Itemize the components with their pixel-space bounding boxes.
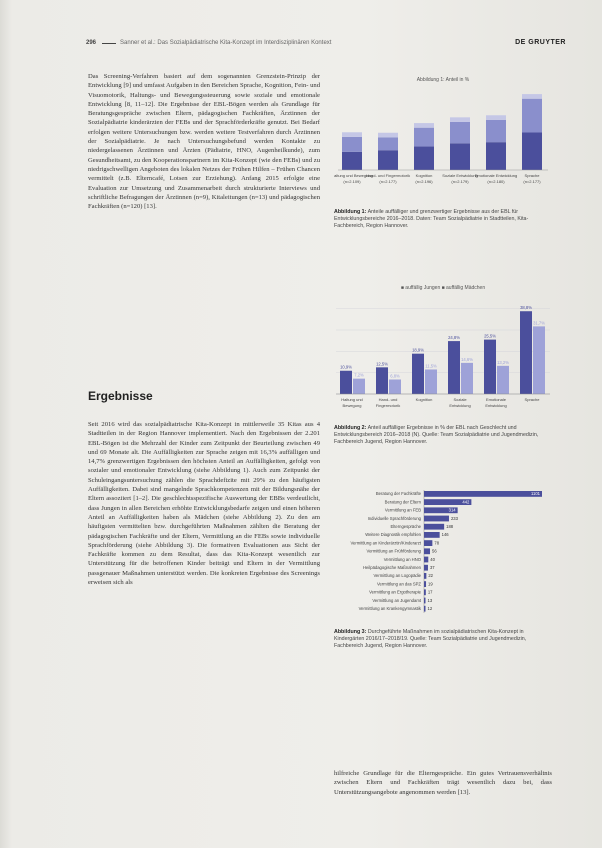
figure-3-tick-label: Vermittlung an Frühförderung	[366, 548, 421, 554]
figure-2-bar	[533, 326, 545, 394]
figure-1-bar-segment	[522, 99, 542, 133]
figure-2-tick-label: Sprache	[524, 397, 540, 402]
right-column-text	[334, 769, 552, 797]
figure-2-tick-label: Entwicklung	[449, 403, 471, 408]
figure-3-data-label: 442	[462, 499, 470, 505]
running-title: Sanner et al.: Das Sozialpädiatrische Kita-Konzept im Interdisziplinären Kontext	[120, 40, 332, 46]
figure-1-tick-label: Hand- und Fingermotorik	[365, 173, 411, 178]
left-column-top	[88, 72, 320, 211]
figure-2-data-label: 25,5%	[484, 333, 496, 339]
figure-1-bar-segment	[378, 150, 398, 170]
figure-1-bar-segment	[414, 123, 434, 128]
figure-3-bar	[424, 516, 449, 522]
figure-2-bar	[353, 379, 365, 394]
figure-3-bar	[424, 557, 428, 563]
figure-3	[334, 486, 552, 651]
figure-1-tick-label: (n=2.180)	[487, 179, 505, 184]
figure-3-tick-label: Beratung der Eltern	[384, 499, 421, 505]
figure-3-bar	[424, 589, 426, 595]
figure-3-tick-label: Heilpädagogische Maßnahmen	[363, 565, 421, 570]
figure-3-tick-label: Elterngespräche	[390, 524, 421, 529]
figure-1-bar-segment	[522, 133, 542, 170]
figure-2-data-label: 13,2%	[497, 359, 509, 365]
figure-1-caption-label: Abbildung 1:	[334, 209, 367, 215]
figure-1-bar-segment	[378, 137, 398, 150]
figure-2-data-label: 38,8%	[520, 305, 532, 311]
figure-2-tick-label: Emotionale	[485, 397, 507, 402]
figure-2-caption-text: Anteil auffälliger Ergebnisse in % der EBL nach Geschlecht und Entwicklungsbereich 2016–2018 (N).	[334, 425, 517, 439]
figure-2-bar	[484, 340, 496, 394]
figure-3-caption-source: Quelle: Team Sozialpädiatrie und Jugendmedizin, Fachbereich Jugend, Region Hannover.	[334, 636, 527, 650]
section-heading: Ergebnisse	[88, 389, 153, 403]
figure-1-bar-segment	[342, 152, 362, 170]
figure-3-tick-label: Vermittlung an das SPZ	[377, 581, 421, 587]
figure-3-data-label: 233	[450, 515, 458, 521]
figure-2-tick-label: Entwicklung	[485, 403, 507, 408]
figure-3-tick-label: Individuelle Sprachförderung	[367, 515, 421, 521]
figure-1-bar-segment	[378, 133, 398, 138]
figure-1-tick-label: (n=2.196)	[415, 179, 433, 184]
figure-1-bar-segment	[486, 142, 506, 170]
figure-3-caption	[334, 629, 552, 651]
figure-2-caption	[334, 425, 552, 447]
figure-3-data-label: 56	[432, 548, 437, 554]
figure-2-tick-label: Hand- und	[378, 397, 398, 402]
figure-3-bar	[424, 524, 444, 530]
figure-2-tick-label: Haltung und	[341, 397, 363, 402]
figure-3-tick-label: Vermittlung an FEB	[384, 507, 421, 513]
figure-3-caption-text: Durchgeführte Maßnahmen im sozialpädiatrischen Kita-Konzept in Kindergärten 2016/17–2018/19.	[334, 629, 524, 643]
figure-1-tick-label: Sprache	[524, 173, 540, 178]
figure-3-tick-label: Vermittlung an Logopädie	[373, 573, 421, 579]
figure-2-caption-source: Quelle: Team Sozialpädiatrie und Jugendmedizin, Fachbereich Jugend, Region Hannover.	[334, 432, 539, 446]
figure-3-data-label: 12	[427, 606, 433, 611]
figure-1-caption-text: Anteile auffälliger und grenzwertiger Ergebnisse aus der EBL für Entwicklungsbereiche 2016–2018.	[334, 209, 519, 223]
figure-3-bar	[424, 491, 542, 497]
figure-3-data-label: 19	[428, 581, 433, 587]
figure-3-tick-label: Vermittlung an Jugendamt	[372, 597, 421, 603]
figure-2-bar	[497, 366, 509, 394]
figure-1-bar-segment	[450, 122, 470, 143]
figure-3-chart	[334, 486, 552, 624]
figure-3-data-label: 314	[448, 507, 456, 513]
figure-3-tick-label: Vermittlung an Ergotherapie	[369, 589, 421, 595]
figure-1-tick-label: (n=2.109)	[343, 179, 361, 184]
figure-3-bar	[424, 581, 426, 587]
figure-1-bar-segment	[450, 117, 470, 122]
figure-1-bar-segment	[486, 115, 506, 120]
figure-2-bar	[340, 371, 352, 394]
figure-3-tick-label: Vermittlung an Krankengymnastik	[358, 606, 421, 611]
figure-1-bar-segment	[342, 137, 362, 152]
figure-1-bar-segment	[450, 143, 470, 170]
figure-2-data-label: 12,5%	[376, 361, 388, 367]
figure-1-tick-label: Emotionale Entwicklung	[474, 173, 518, 178]
figure-2-caption-label: Abbildung 2:	[334, 425, 367, 431]
figure-2-data-label: 18,9%	[412, 347, 424, 353]
publisher-logo: DE GRUYTER	[515, 39, 566, 46]
figure-2-data-label: 7,2%	[354, 372, 364, 378]
figure-2-data-label: 14,6%	[461, 356, 473, 362]
figure-1-tick-label: (n=2.179)	[451, 179, 469, 184]
figure-2-bar	[376, 367, 388, 394]
figure-2-data-label: 10,9%	[340, 364, 352, 370]
figure-2-tick-label: Fingermotorik	[375, 403, 401, 408]
figure-1-chart	[334, 74, 552, 204]
figure-3-data-label: 188	[446, 524, 454, 529]
figure-1-tick-label: Kognition	[415, 173, 433, 178]
figure-1-tick-label: Soziale Entwicklung	[442, 173, 478, 178]
figure-2-bar	[425, 369, 437, 394]
figure-1-bar-segment	[342, 132, 362, 137]
figure-3-bar	[424, 606, 426, 612]
figure-2-legend: ■ auffällig Jungen ■ auffällig Mädchen	[400, 285, 486, 291]
figure-2	[334, 282, 552, 447]
figure-3-tick-label: Vermittlung an Kinderärztin/Kinderarzt	[350, 540, 421, 546]
figure-3-tick-label: Vermittlung an HNO	[383, 556, 421, 562]
figure-2-bar	[520, 311, 532, 394]
figure-3-data-label: 37	[429, 565, 435, 570]
page-number: 296	[86, 40, 97, 46]
left-column-bottom	[88, 420, 320, 587]
figure-1-bar-segment	[486, 120, 506, 142]
figure-3-caption-label: Abbildung 3:	[334, 629, 367, 635]
figure-1-tick-label: Haltung und Bewegung	[334, 173, 373, 178]
figure-2-bar	[448, 341, 460, 394]
running-header	[86, 38, 566, 50]
figure-3-data-label: 1101	[530, 491, 540, 497]
figure-2-bar	[389, 379, 401, 394]
figure-3-tick-label: Beratung der Fachkräfte	[375, 491, 421, 497]
figure-3-bar	[424, 565, 428, 571]
figure-3-bar	[424, 573, 426, 579]
figure-1-caption	[334, 209, 552, 231]
figure-3-bar	[424, 548, 430, 554]
figure-3-data-label: 40	[430, 556, 435, 562]
figure-2-chart	[334, 282, 552, 420]
figure-3-data-label: 146	[441, 532, 449, 538]
figure-3-data-label: 13	[427, 597, 433, 603]
paragraph-continuation: hilfreiche Grundlage für die Elterngespräche. Ein gutes Vertrauensverhältnis zwischen Eltern und Fachkräften trägt wesentlich dazu bei, dass Unterstützungsangebote angenommen werden [13].	[334, 770, 552, 796]
figure-2-bar	[461, 363, 473, 394]
figure-2-tick-label: Bewegung	[342, 403, 362, 408]
figure-1-bar-segment	[414, 147, 434, 170]
figure-2-data-label: 31,7%	[533, 320, 545, 326]
figure-1	[334, 74, 552, 231]
figure-1-tick-label: (n=2.177)	[523, 179, 541, 184]
figure-2-data-label: 24,8%	[448, 335, 460, 341]
figure-1-caption-source: Daten: Team Sozialpädiatrie in Stadtteilen, Kita-Fachbereich, Region Hannover.	[334, 216, 529, 230]
figure-2-data-label: 11,5%	[425, 363, 437, 369]
figure-3-bar	[424, 540, 432, 546]
figure-2-tick-label: Soziale	[453, 397, 467, 402]
figure-1-tick-label: (n=2.177)	[379, 179, 397, 184]
figure-1-bar-segment	[414, 128, 434, 147]
figure-2-data-label: 6,8%	[390, 373, 400, 379]
paragraph-results: Seit 2016 wird das sozialpädiatrische Kita-Konzept in mittlerweile 35 Kitas aus 4 Stadtteilen in der Region Hannover implementiert. Nach den Ergebnissen der 2.201 EBL-Bögen ist die Mehrzahl der Kinder zum Zeitpunkt der Beurteilung zwischen 49 und 69 Monate alt. Die Auffälligkeiten zur Sprache zeigen mit 16,3% auffälligen und 14,7% grenzwertigen Ergebnissen den höchsten Anteil an Auffälligkeiten, gefolgt von sozialer und emotionaler Entwicklung (siehe Abbildung 1). Auch zum Zeitpunkt der Schuleingangsuntersuchung zählen die Sprachdefizite mit 29% zu den häufigsten Auffälligkeiten. Dabei sind mangelnde Sprachkompetenzen mit der Bildungsnähe der Eltern assoziiert [1–2]. Die geschlechtsspezifische Auswertung der EBBs verdeutlicht, dass Jungen in allen Bereichen erhöhte Entwicklungsbedarfe zeigen und einen höheren Anteil an Auffälligkeiten haben als Mädchen (siehe Abbildung 2). Zu den am häufigsten vermittelten bzw. durchgeführten Maßnahmen zählten die Beratung der pädagogischen Fachkräfte und der Eltern, Vermittlung an die FEBs sowie individuelle Sprachförderung (siehe Abbildung 3). Die formativen Evaluationen aus Sicht der Fachkräfte kommen zu dem Resultat, dass das Kita-Konzept wesentlich zur Unterstützung für die betroffenen Kinder beiträgt und Eltern in der Vermittlung passgenauer Maßnahmen unterstützt werden. Die konkreten Ergebnisse des Screenings erweisen sich als	[88, 421, 320, 587]
figure-2-bar	[412, 354, 424, 394]
paragraph-methods: Das Screening-Verfahren basiert auf dem sogenannten Grenzstein-Prinzip der Entwicklung [9] und umfasst Aufgaben in den Bereichen Sprache, Kognition, Fein- und Visuomotorik, Haltungs- und Bewegungssteuerung sowie soziale und emotionale Entwicklung [8, 11–12]. Die Ergebnisse der EBL-Bögen werden als Grundlage für Beratungsgespräche zwischen Eltern, pädagogischen Fachkräften, Ärztinnen der Sozialpädiatrie kinderärzten der FEBs und der Sprachförderkräfte genutzt. Bei Bedarf erfolgen weitere Untersuchungen bzw. werden weitere Testverfahren durch Ärztinnen der Sozialpädiatrie. Je nach Untersuchungsbefund werden Kontakte zu niedergelassenen Ärztinnen und Ärzten (Pädiatrie, HNO, Augenheilkunde), zum Gesundheitsamt, zu den Kooperationspartnern im Kita-Konzept (wie den FEBs) und zu niedrigschwelligen Angeboten des lokalen Netzes der Frühen Hilfen – Frühen Chancen vermittelt (z.B. Elterncafé, Lotsen zur Erziehung). Anfang 2015 erfolgte eine Evaluation zur Umsetzung und Zusammenarbeit durch strukturierte Interviews und schriftliche Befragungen der Ärztinnen (n=9), Kitaleitungen (n=13) und pädagogischen Fachkräften (n=120) [13].	[88, 73, 321, 211]
figure-2-tick-label: Kognition	[415, 397, 433, 402]
figure-3-data-label: 78	[434, 540, 440, 546]
figure-3-bar	[424, 598, 426, 604]
figure-1-legend: Abbildung 1: Anteil in %	[416, 77, 470, 83]
figure-3-bar	[424, 532, 440, 538]
figure-3-data-label: 17	[427, 589, 433, 595]
header-rule	[102, 43, 116, 44]
figure-3-data-label: 22	[428, 573, 434, 579]
figure-3-tick-label: Weitere Diagnostik empfohlen	[365, 532, 421, 538]
figure-1-bar-segment	[522, 94, 542, 99]
